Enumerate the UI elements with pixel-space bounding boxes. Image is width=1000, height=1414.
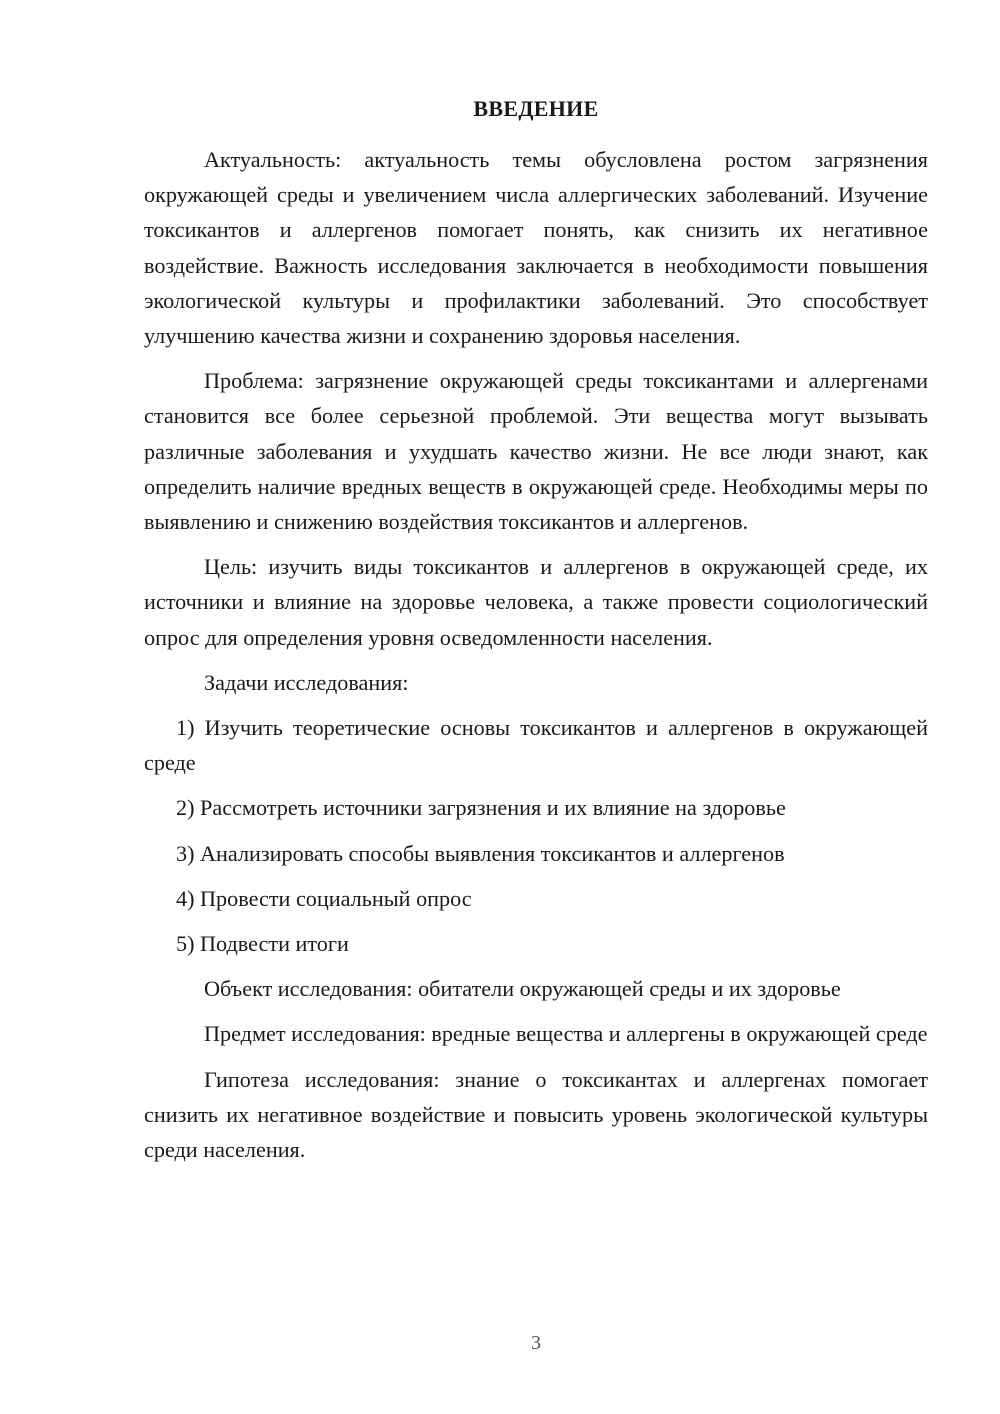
task-item-4: 4) Провести социальный опрос — [176, 885, 472, 911]
task-item-5: 5) Подвести итоги — [176, 931, 349, 957]
paragraph-hypothesis: Гипотеза исследования: знание о токсикантах и аллергенах помогает снизить их негативное воздействие и повысить уровень экологической культуры среди населения. — [144, 1066, 928, 1163]
paragraph-relevance: Актуальность: актуальность темы обусловлена ростом загрязнения окружающей среды и увеличением числа аллергических заболеваний. Изучение токсикантов и аллергенов помогает понять, как снизить их негативное воздействие. Важность исследования заключается в необходимости повышения экологической культуры и профилактики заболеваний. Это способствует улучшению качества жизни и сохранению здоровья населения. — [144, 147, 928, 349]
task-item-1: 1) Изучить теоретические основы токсикантов и аллергенов в окружающей среде — [144, 715, 928, 776]
tasks-heading: Задачи исследования: — [204, 669, 409, 695]
paragraph-goal: Цель: изучить виды токсикантов и аллергенов в окружающей среде, их источники и влияние на здоровье человека, а также провести социологический опрос для определения уровня осведомленности населения. — [144, 554, 928, 650]
task-item-3: 3) Анализировать способы выявления токсикантов и аллергенов — [176, 840, 785, 866]
document-body — [144, 142, 928, 1177]
paragraph-problem: Проблема: загрязнение окружающей среды токсикантами и аллергенами становится все более серьезной проблемой. Эти вещества могут вызывать различные заболевания и ухудшать качество жизни. Не все люди знают, как определить наличие вредных веществ в окружающей среде. Необходимы меры по выявлению и снижению воздействия токсикантов и аллергенов. — [144, 368, 928, 535]
page-title: ВВЕДЕНИЕ — [473, 96, 599, 121]
paragraph-subject: Предмет исследования: вредные вещества и аллергены в окружающей среде — [204, 1021, 928, 1047]
paragraph-object: Объект исследования: обитатели окружающей среды и их здоровье — [204, 976, 841, 1002]
task-item-2: 2) Рассмотреть источники загрязнения и их влияние на здоровье — [176, 795, 786, 821]
page-number: 3 — [531, 1332, 541, 1354]
